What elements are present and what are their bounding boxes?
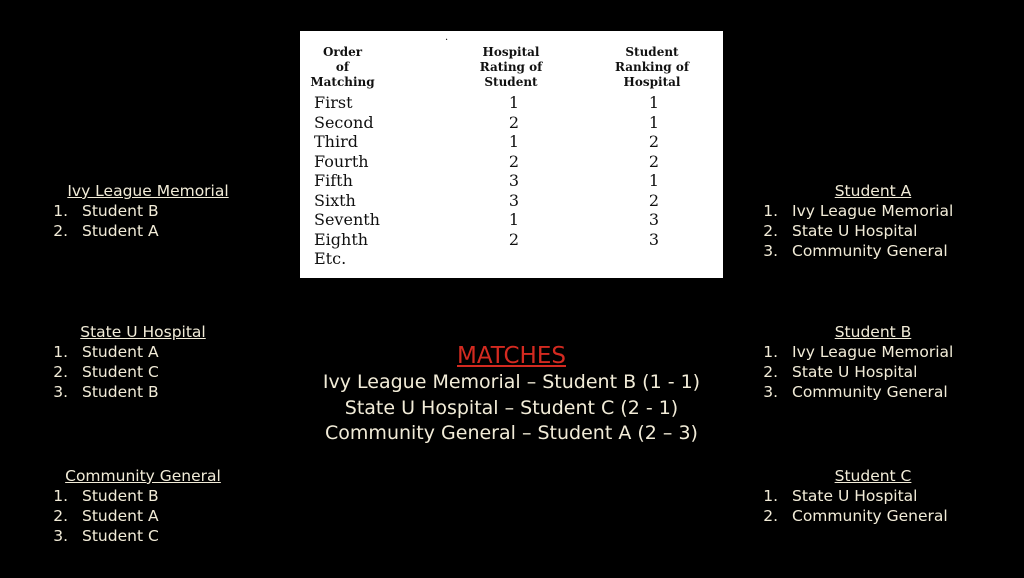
table-cell: Etc. bbox=[314, 249, 347, 268]
table-header-hospital-rating: Hospital Rating of Student bbox=[479, 45, 543, 89]
table-row bbox=[314, 191, 714, 211]
table-row bbox=[314, 113, 714, 133]
table-cell: 2 bbox=[508, 151, 520, 171]
list-item: 2. State U Hospital bbox=[763, 363, 918, 381]
table-row bbox=[314, 171, 714, 191]
matching-order-table bbox=[300, 31, 723, 278]
table-cell: 1 bbox=[508, 132, 520, 151]
hospital-panel-stateu bbox=[38, 322, 248, 402]
table-row bbox=[314, 93, 714, 113]
table-cell: 1 bbox=[648, 112, 660, 132]
hospital-title: Community General bbox=[65, 467, 221, 485]
scan-dot: · bbox=[445, 35, 449, 46]
table-cell: 3 bbox=[508, 190, 520, 210]
table-cell: 2 bbox=[508, 112, 520, 132]
list-item: 2. Student A bbox=[53, 507, 159, 525]
list-item: 3. Student C bbox=[53, 527, 159, 545]
table-cell: 1 bbox=[508, 93, 520, 112]
table-cell: 2 bbox=[648, 151, 660, 171]
table-row bbox=[314, 210, 714, 230]
table-row bbox=[314, 152, 714, 172]
table-cell: 1 bbox=[648, 171, 660, 190]
list-item: 2. Student C bbox=[53, 363, 159, 381]
match-line: Ivy League Memorial – Student B (1 - 1) bbox=[322, 371, 701, 393]
list-item: 1. Ivy League Memorial bbox=[763, 343, 954, 361]
list-item: 2. Community General bbox=[763, 507, 948, 525]
list-item: 1. Ivy League Memorial bbox=[763, 202, 954, 220]
list-item: 3. Community General bbox=[763, 383, 948, 401]
student-panel-a bbox=[748, 181, 998, 261]
hospital-title: Ivy League Memorial bbox=[67, 182, 229, 200]
hospital-panel-ivy bbox=[38, 181, 258, 241]
table-cell: 2 bbox=[648, 190, 660, 210]
student-title: Student B bbox=[834, 323, 912, 341]
table-cell: Fourth bbox=[314, 151, 369, 171]
student-panel-c bbox=[748, 466, 998, 526]
table-cell: 3 bbox=[648, 229, 660, 249]
table-row bbox=[314, 249, 714, 269]
list-item: 2. Student A bbox=[53, 222, 159, 240]
table-cell: 1 bbox=[508, 210, 520, 229]
table-header-student-ranking: Student Ranking of Hospital bbox=[614, 45, 690, 89]
list-item: 3. Community General bbox=[763, 242, 948, 260]
list-item: 1. Student A bbox=[53, 343, 159, 361]
table-row bbox=[314, 132, 714, 152]
hospital-title: State U Hospital bbox=[80, 323, 206, 341]
table-cell: Third bbox=[314, 132, 358, 151]
list-item: 1. Student B bbox=[53, 202, 159, 220]
table-cell: 3 bbox=[508, 171, 520, 190]
table-row bbox=[314, 230, 714, 250]
list-item: 1. State U Hospital bbox=[763, 487, 918, 505]
table-cell: Eighth bbox=[314, 229, 369, 249]
table-cell: Fifth bbox=[314, 171, 353, 190]
student-title: Student A bbox=[834, 182, 912, 200]
table-cell: 2 bbox=[508, 229, 520, 249]
list-item: 3. Student B bbox=[53, 383, 159, 401]
table-body bbox=[314, 93, 714, 269]
table-cell: 1 bbox=[648, 93, 660, 112]
match-line: Community General – Student A (2 – 3) bbox=[325, 422, 698, 444]
table-cell: 2 bbox=[648, 132, 660, 151]
hospital-panel-community bbox=[38, 466, 248, 546]
list-item: 2. State U Hospital bbox=[763, 222, 918, 240]
table-cell: First bbox=[314, 93, 353, 112]
table-cell: 3 bbox=[648, 210, 660, 229]
table-cell: Second bbox=[314, 112, 374, 132]
match-line: State U Hospital – Student C (2 - 1) bbox=[344, 396, 679, 419]
table-cell: Sixth bbox=[314, 190, 356, 210]
table-header-order: Order of Matching bbox=[310, 45, 375, 89]
matches-section bbox=[300, 342, 723, 447]
matches-title: MATCHES bbox=[457, 343, 566, 369]
student-panel-b bbox=[748, 322, 998, 402]
table-cell: Seventh bbox=[314, 210, 380, 229]
list-item: 1. Student B bbox=[53, 487, 159, 505]
student-title: Student C bbox=[834, 467, 912, 485]
